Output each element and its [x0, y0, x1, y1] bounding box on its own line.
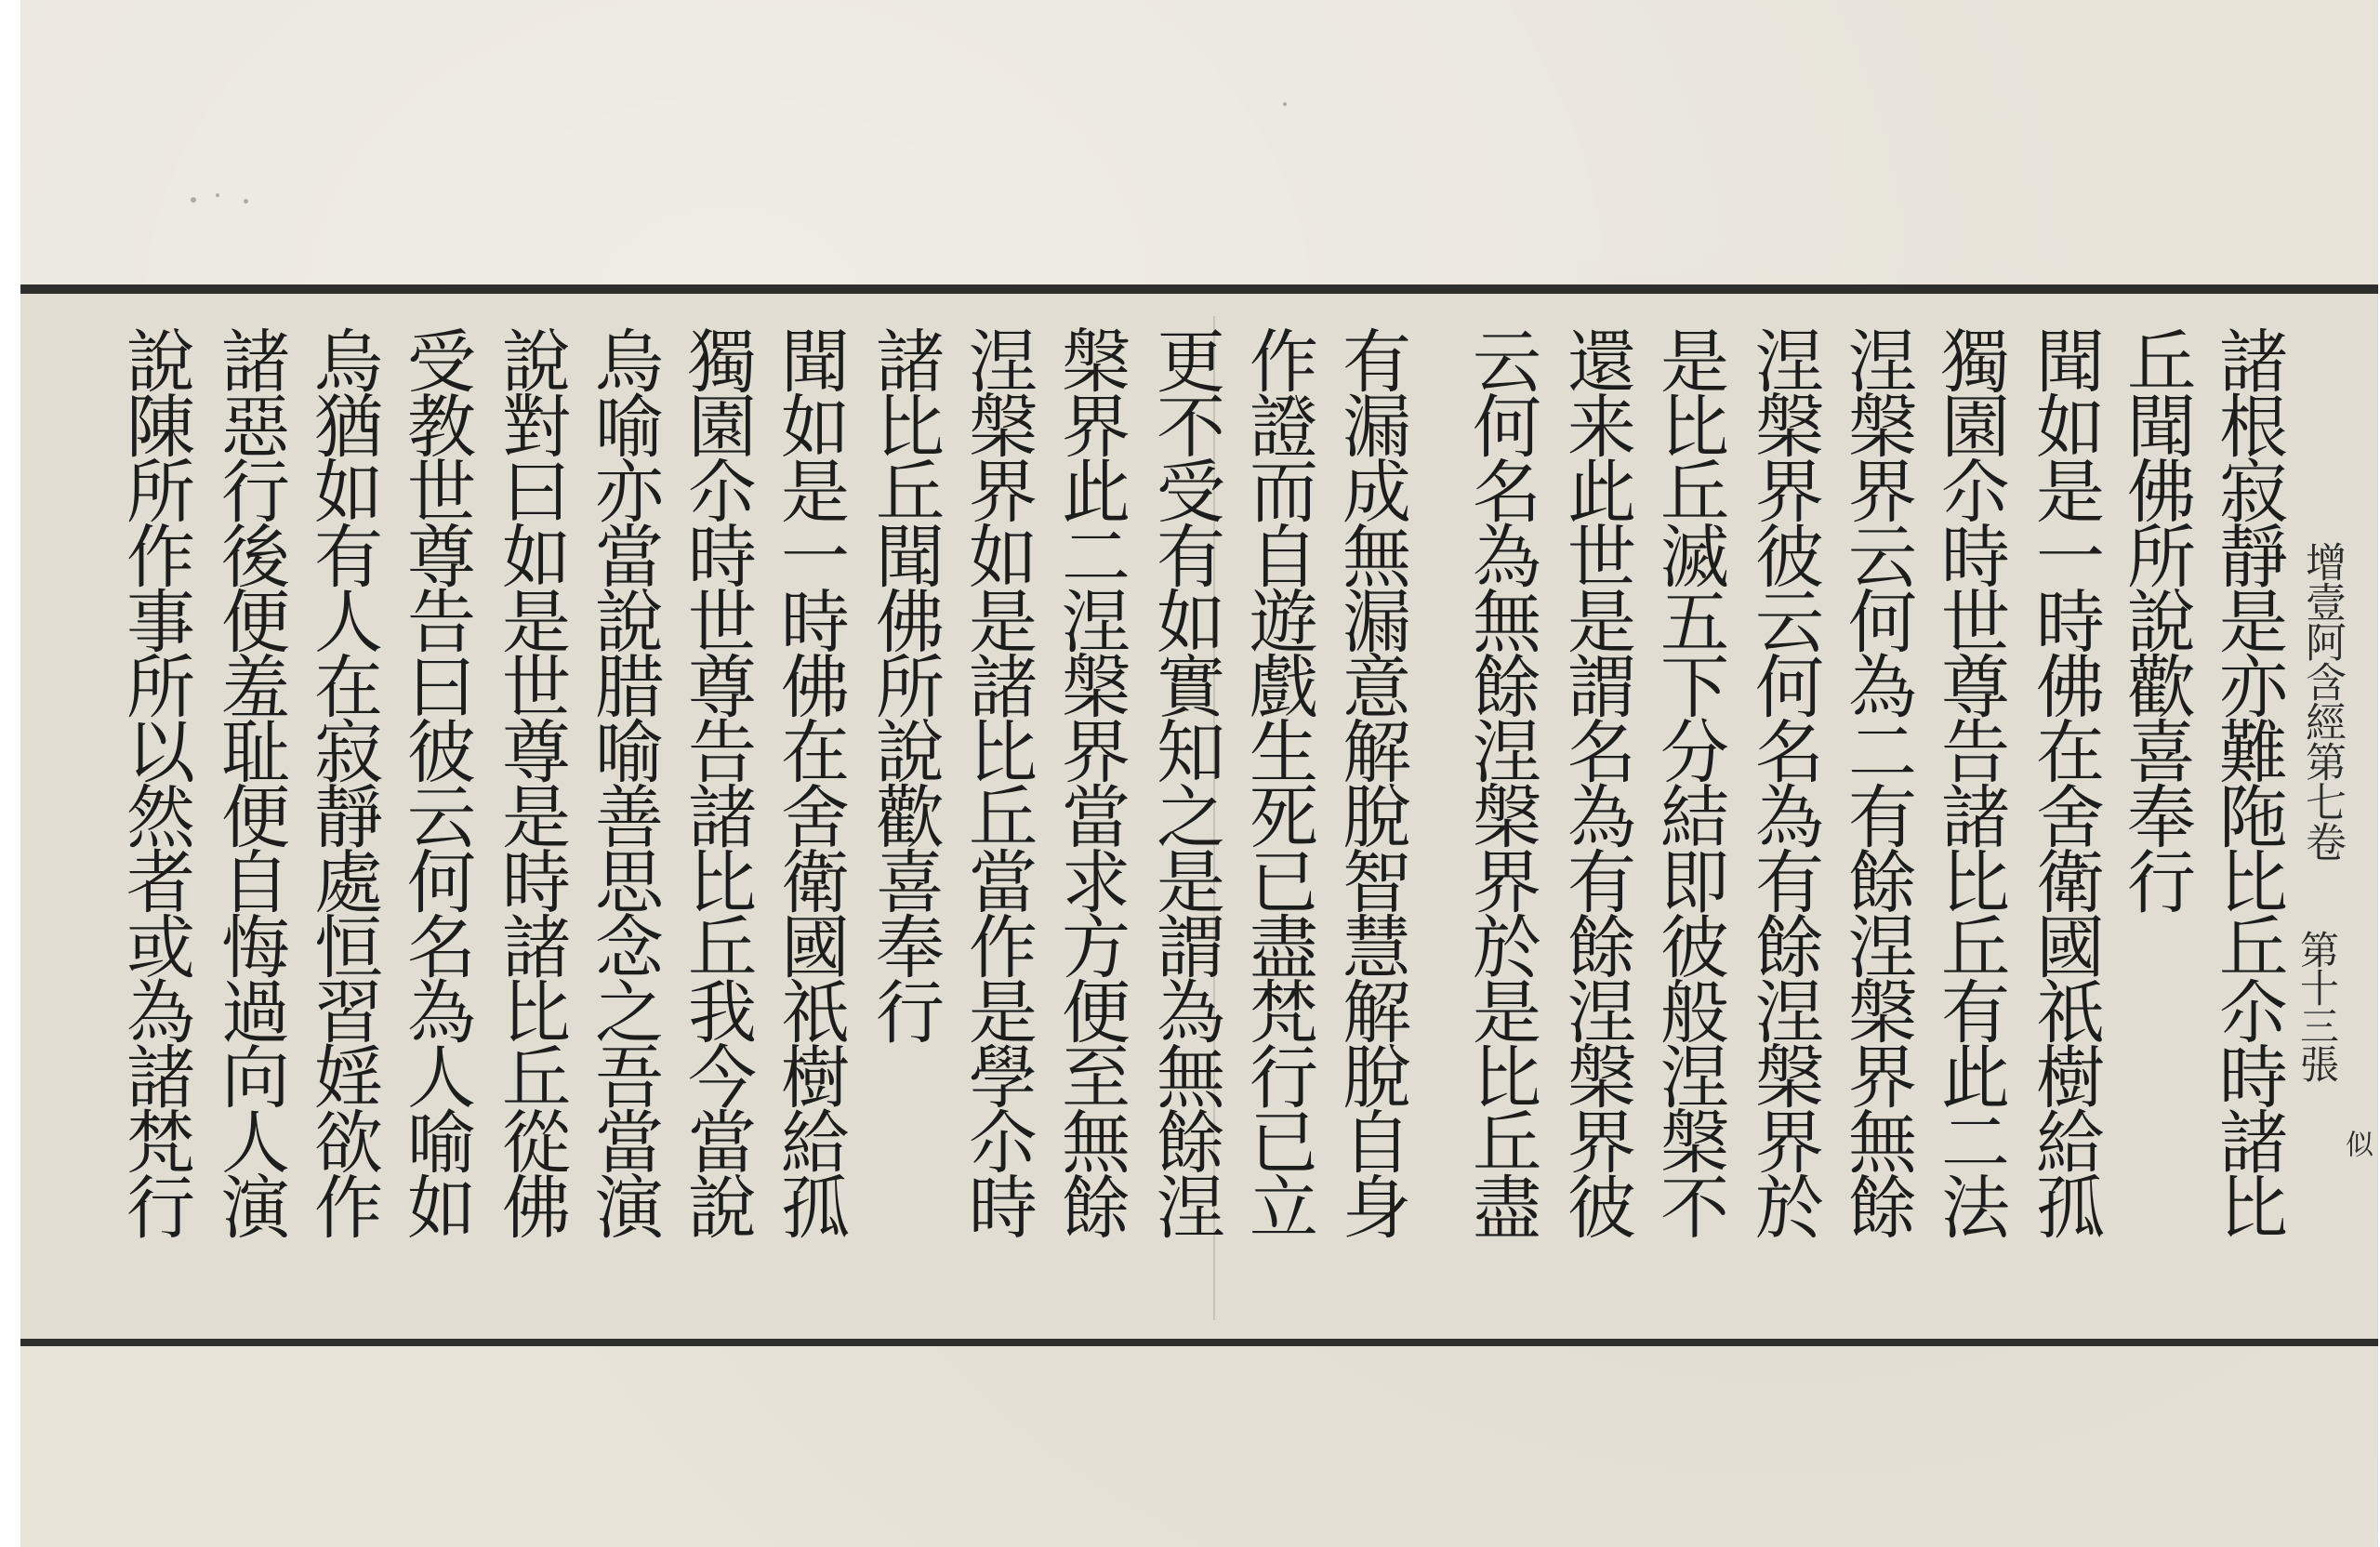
text-column: 烏喻亦當說腊喻善思念之吾當演 — [584, 325, 664, 1236]
text-column: 獨園尒時世尊告諸比丘我今當說 — [677, 325, 757, 1236]
ink-speck — [216, 193, 219, 197]
margin-page-number: 第十三張 — [2294, 930, 2340, 1082]
text-column: 獨園尒時世尊告諸比丘有此二法 — [1930, 325, 2010, 1236]
ink-speck — [191, 197, 196, 203]
text-column: 受教世尊告曰彼云何名為人喻如 — [396, 325, 476, 1236]
text-column: 更不受有如實知之是謂為無餘涅 — [1145, 325, 1225, 1236]
text-column: 有漏成無漏意解脫智慧解脫自身 — [1331, 325, 1411, 1236]
text-column: 聞如是一時佛在舍衛國祇樹給孤 — [770, 325, 850, 1236]
text-column: 涅槃界云何為二有餘涅槃界無餘 — [1837, 325, 1917, 1236]
text-column: 涅槃界如是諸比丘當作是學尒時 — [958, 325, 1038, 1236]
text-column: 諸根寂靜是亦難陁比丘尒時諸比 — [2208, 325, 2288, 1236]
text-column: 丘聞佛所說歡喜奉行 — [2116, 325, 2196, 911]
text-column: 槃界此二涅槃界當求方便至無餘 — [1051, 325, 1130, 1236]
margin-sutra-title: 增壹阿含經第七卷 — [2298, 541, 2346, 861]
text-column: 諸惡行後便羞耻便自悔過向人演 — [210, 325, 290, 1236]
text-column: 涅槃界彼云何名為有餘涅槃界於 — [1744, 325, 1824, 1236]
text-column: 說對曰如是世尊是時諸比丘從佛 — [491, 325, 571, 1236]
text-column: 作證而自遊戲生死已盡梵行已立 — [1238, 325, 1318, 1236]
ink-speck — [244, 199, 248, 204]
text-column: 烏猶如有人在寂靜處恒習婬欲作 — [303, 325, 383, 1236]
text-column: 聞如是一時佛在舍衛國祇樹給孤 — [2025, 325, 2105, 1236]
margin-mark: 似 — [2340, 1130, 2373, 1157]
text-column: 說陳所作事所以然者或為諸梵行 — [115, 325, 195, 1236]
ink-speck — [1283, 102, 1287, 106]
text-column: 是比丘滅五下分結即彼般涅槃不 — [1649, 325, 1729, 1236]
text-column: 諸比丘聞佛所說歡喜奉行 — [865, 325, 945, 1041]
text-column: 云何名為無餘涅槃界於是比丘盡 — [1461, 325, 1541, 1236]
text-column: 還来此世是謂名為有餘涅槃界彼 — [1556, 325, 1636, 1236]
